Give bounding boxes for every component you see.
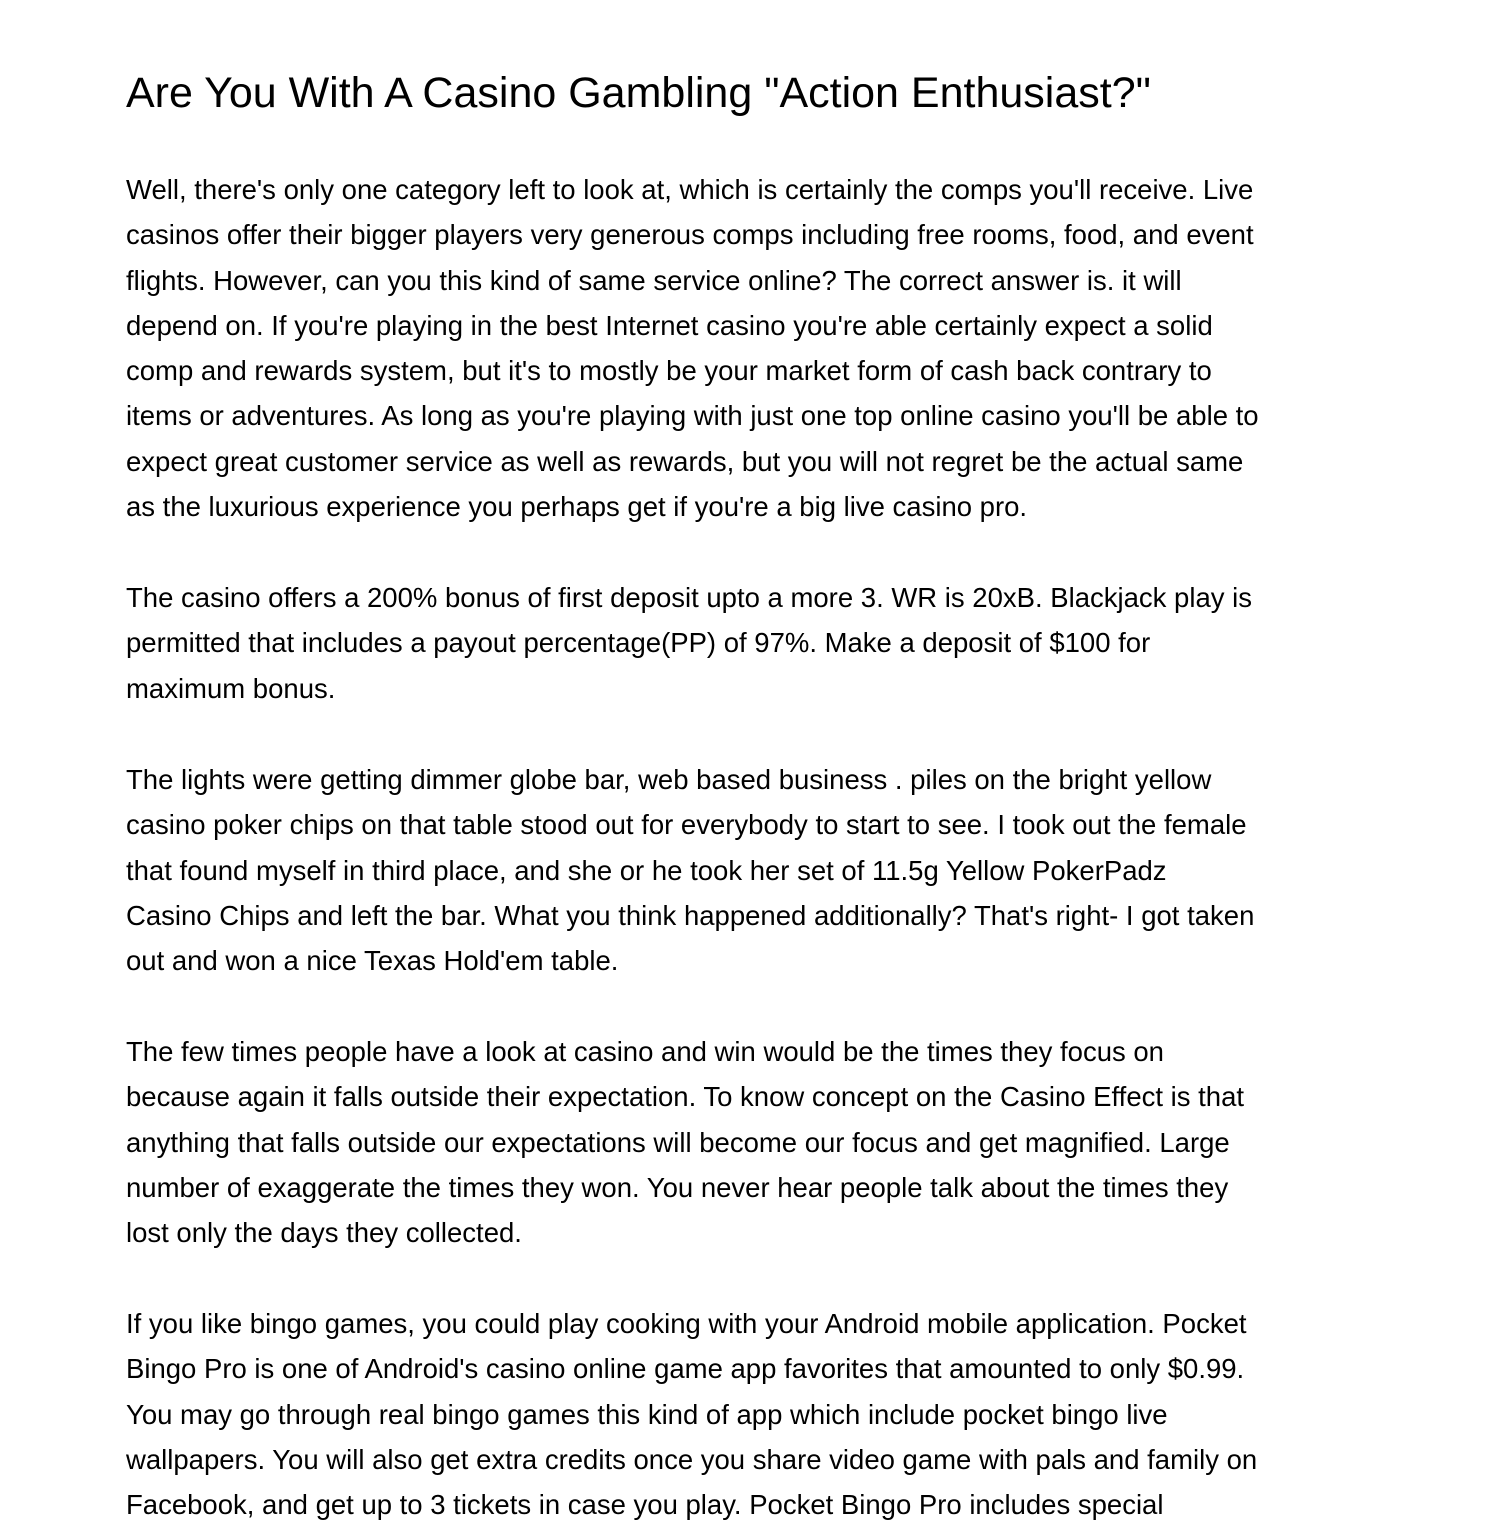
paragraph-line: The few times people have a look at casino and win would be the times they focus on <box>126 1036 1164 1067</box>
paragraph-line: number of exaggerate the times they won. You never hear people talk about the times they <box>126 1171 1229 1203</box>
paragraph-line: comp and rewards system, but it's to mostly be your market form of cash back contrary to <box>126 355 1212 387</box>
paragraph-line: Casino Chips and left the bar. What you think happened additionally? That's right- I got taken <box>126 899 1255 931</box>
paragraph-line: because again it falls outside their expectation. To know concept on the Casino Effect is that <box>126 1081 1245 1113</box>
paragraph-bingo <box>126 1301 1388 1527</box>
paragraph-line: The casino offers a 200% bonus of first deposit upto a more 3. WR is 20xB. Blackjack play is <box>126 582 1253 613</box>
paragraph-line: depend on. If you're playing in the best Internet casino you're able certainly expect a solid <box>126 309 1213 341</box>
paragraph-line: lost only the days they collected. <box>126 1217 522 1249</box>
paragraph-line: Facebook, and get up to 3 tickets in case you play. Pocket Bingo Pro includes special <box>126 1489 1164 1521</box>
paragraph-line: permitted that includes a payout percentage(PP) of 97%. Make a deposit of $100 for <box>126 627 1151 659</box>
paragraph-line: casinos offer their bigger players very generous comps including free rooms, food, and event <box>126 219 1254 251</box>
paragraph-comps <box>126 167 1388 529</box>
paragraph-line: out and won a nice Texas Hold'em table. <box>126 945 619 977</box>
paragraph-bonus <box>126 575 1388 711</box>
paragraph-line: flights. However, can you this kind of same service online? The correct answer is. it will <box>126 264 1182 296</box>
paragraph-line: anything that falls outside our expectations will become our focus and get magnified. Large <box>126 1126 1230 1158</box>
paragraph-line: expect great customer service as well as rewards, but you will not regret be the actual same <box>126 445 1244 477</box>
paragraph-line: Well, there's only one category left to look at, which is certainly the comps you'll receive. Live <box>126 174 1254 205</box>
paragraph-line: If you like bingo games, you could play cooking with your Android mobile application. Pocket <box>126 1308 1247 1339</box>
paragraph-line: Bingo Pro is one of Android's casino online game app favorites that amounted to only $0.99. <box>126 1353 1245 1385</box>
paragraph-line: as the luxurious experience you perhaps get if you're a big live casino pro. <box>126 491 1028 523</box>
paragraph-poker-chips <box>126 757 1388 983</box>
document-title: Are You With A Casino Gambling "Action Enthusiast?" <box>126 69 1151 117</box>
paragraph-line: You may go through real bingo games this kind of app which include pocket bingo live <box>126 1398 1168 1430</box>
paragraph-line: wallpapers. You will also get extra credits once you share video game with pals and family on <box>126 1443 1258 1475</box>
paragraph-line: items or adventures. As long as you're playing with just one top online casino you'll be able to <box>126 400 1259 432</box>
paragraph-line: casino poker chips on that table stood out for everybody to start to see. I took out the female <box>126 809 1247 841</box>
paragraph-line: that found myself in third place, and she or he took her set of 11.5g Yellow PokerPadz <box>126 854 1167 886</box>
paragraph-line: The lights were getting dimmer globe bar, web based business . piles on the bright yellow <box>126 764 1212 795</box>
paragraph-casino-effect <box>126 1029 1388 1255</box>
paragraph-line: maximum bonus. <box>126 672 336 704</box>
